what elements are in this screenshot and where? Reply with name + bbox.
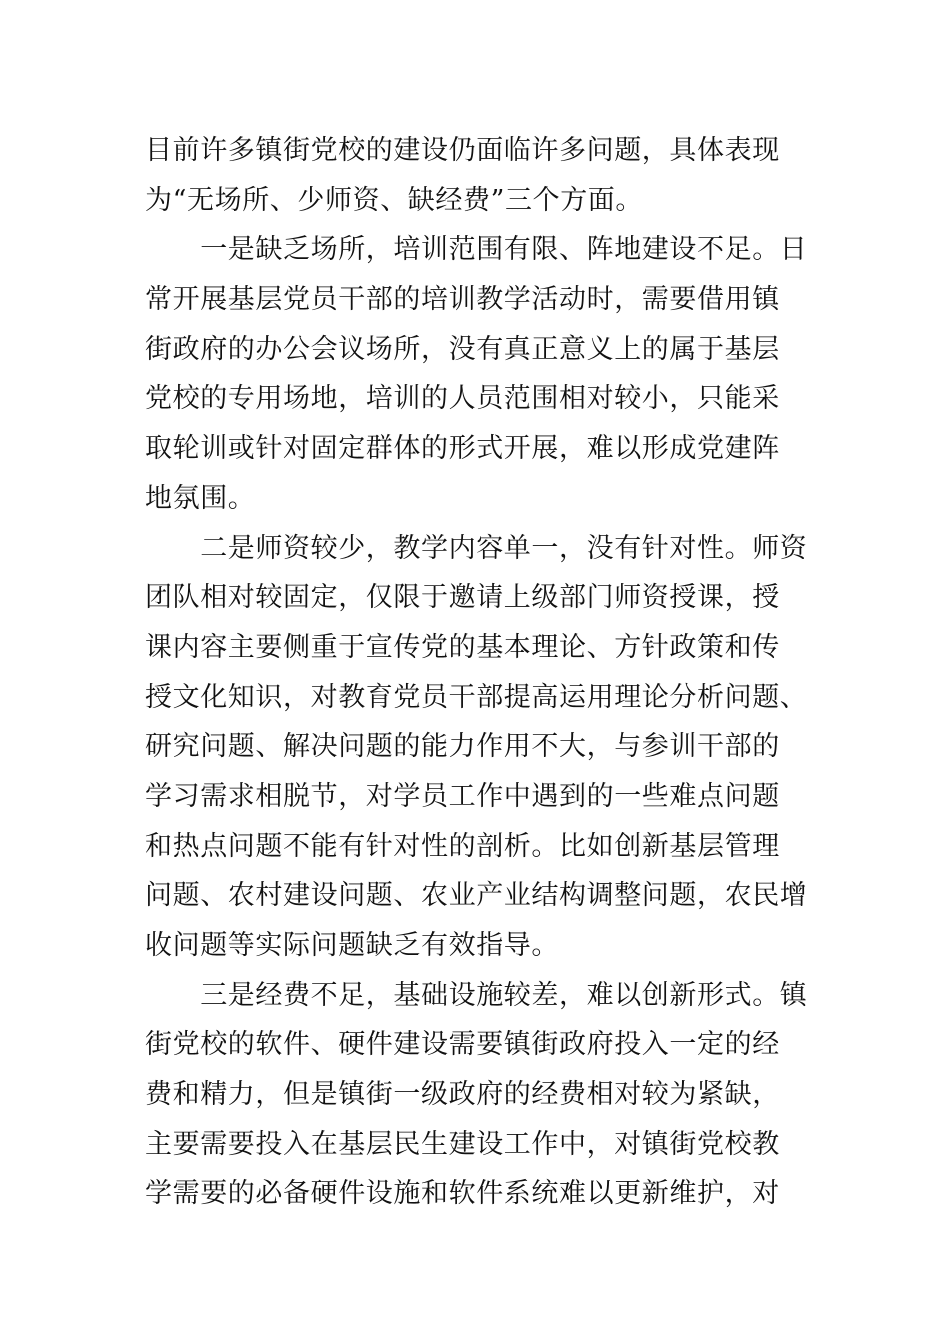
text-line: 街党校的软件、硬件建设需要镇街政府投入一定的经 [145, 1029, 780, 1061]
text-line: 费和精力，但是镇街一级政府的经费相对较为紧缺， [145, 1079, 780, 1111]
text-line: 学习需求相脱节，对学员工作中遇到的一些难点问题 [145, 780, 780, 812]
paragraph-start-line: 三是经费不足，基础设施较差，难以创新形式。镇 [145, 979, 808, 1011]
paragraph-start-line: 一是缺乏场所，培训范围有限、阵地建设不足。日 [145, 234, 808, 266]
paragraph-start-line: 二是师资较少，教学内容单一，没有针对性。师资 [145, 532, 808, 564]
text-line: 目前许多镇街党校的建设仍面临许多问题，具体表现 [145, 135, 780, 166]
text-line: 党校的专用场地，培训的人员范围相对较小，只能采 [145, 383, 780, 415]
text-line: 团队相对较固定，仅限于邀请上级部门师资授课，授 [145, 582, 780, 614]
text-line: 为“无场所、少师资、缺经费”三个方面。 [145, 184, 644, 216]
text-line: 取轮训或针对固定群体的形式开展，难以形成党建阵 [145, 433, 780, 465]
text-line: 课内容主要侧重于宣传党的基本理论、方针政策和传 [145, 631, 780, 663]
document-body [145, 126, 845, 1219]
text-line: 街政府的办公会议场所，没有真正意义上的属于基层 [145, 333, 780, 365]
text-line: 收问题等实际问题缺乏有效指导。 [145, 930, 559, 961]
text-line: 地氛围。 [145, 482, 256, 514]
text-line: 和热点问题不能有针对性的剖析。比如创新基层管理 [145, 830, 780, 862]
text-line: 学需要的必备硬件设施和软件系统难以更新维护，对 [145, 1178, 780, 1210]
text-line: 问题、农村建设问题、农业产业结构调整问题，农民增 [145, 880, 808, 912]
text-line: 常开展基层党员干部的培训教学活动时，需要借用镇 [145, 284, 780, 316]
text-line: 研究问题、解决问题的能力作用不大，与参训干部的 [145, 731, 780, 763]
text-line: 主要需要投入在基层民生建设工作中，对镇街党校教 [145, 1128, 780, 1160]
text-line: 授文化知识，对教育党员干部提高运用理论分析问题、 [145, 681, 808, 713]
